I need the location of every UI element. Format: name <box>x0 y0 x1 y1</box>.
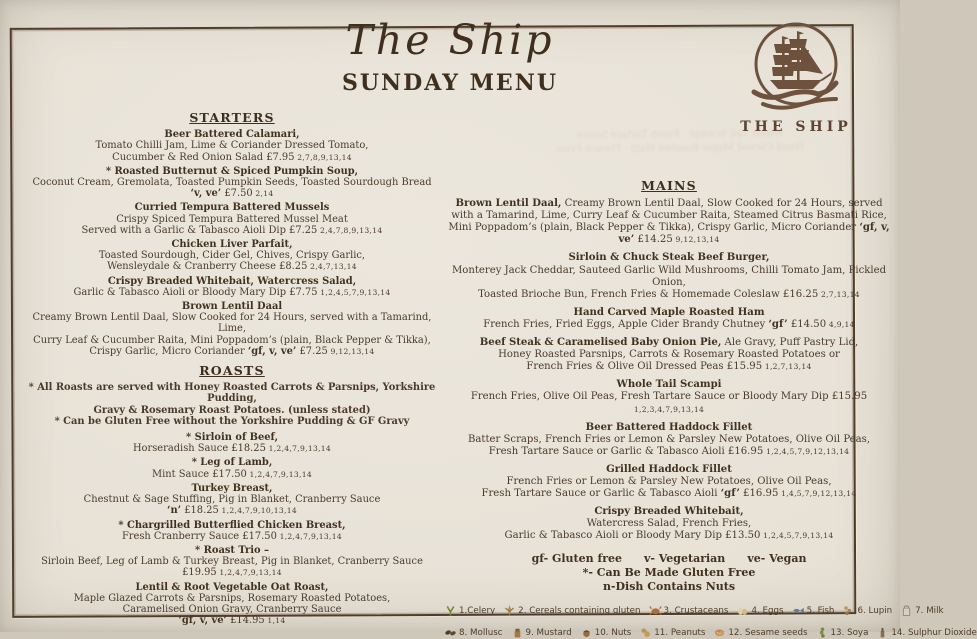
allergen-entry <box>503 604 640 617</box>
allergen-numbers: 2,7,8,9,13,14 <box>294 152 352 162</box>
menu-item-title: Sirloin & Chuck Steak Beef Burger, <box>568 252 770 264</box>
menu-item <box>28 276 436 298</box>
menu-item-title-line <box>28 276 436 287</box>
menu-item <box>444 379 894 415</box>
logo-text: THE SHIP <box>740 119 852 135</box>
allergen-numbers: 1,2,4,7,9,10,13,14 <box>218 506 297 516</box>
eggs-icon <box>736 604 749 617</box>
menu-item-line: Sirloin Beef, Leg of Lamb & Turkey Breast, Pig in Blanket, Cranberry Sauce <box>41 556 423 568</box>
menu-item-title: Turkey Breast, <box>191 482 273 494</box>
menu-item-line: French Fries, Olive Oil Peas, Fresh Tartare Sauce or Bloody Mary Dip £15.95 1,2,3,4,7,9,13,14 <box>470 391 868 414</box>
page-bleed-through: Whole Tail Scampi · Fresh Tartare Sauce Hand Carved Maple Roasted Ham · French Fries <box>555 127 805 156</box>
menu-item <box>444 198 894 246</box>
allergen-numbers: 1,2,4,5,7,9,13,14 <box>760 531 834 541</box>
menu-item-line: Fresh Cranberry Sauce £17.50 1,2,4,7,9,13,14 <box>121 530 343 542</box>
sesame-icon <box>713 626 726 639</box>
menu-item-title-line <box>28 520 436 531</box>
allergen-entry <box>792 604 835 617</box>
roasts-notes <box>28 382 436 427</box>
menu-item-title-line <box>28 239 436 250</box>
allergen-numbers: 1,2,4,7,9,13,14 <box>265 444 332 454</box>
menu-item-line: Toasted Brioche Bun, French Fries & Homemade Coleslaw £16.25 2,7,13,14 <box>478 288 860 300</box>
soya-icon <box>816 626 829 639</box>
allergen-numbers: 2,4,7,13,14 <box>307 262 357 272</box>
menu-item-line: Mint Sauce £17.50 1,2,4,7,9,13,14 <box>151 468 312 480</box>
menu-item-title: Crispy Breaded Whitebait, <box>594 506 744 518</box>
milk-icon <box>900 604 913 617</box>
menu-item-description: Creamy Brown Lentil Daal, Slow Cooked for 24 Hours, served with a Tamarind, Lime, Curry Leaf & Cucumber Raita, Steamed Citrus Basmati Rice, Mini Poppadom’s (plain, Black Pepper & Tikka), Crispy Garlic, Micro Coriander ‘gf, v, ve’ £14.25 <box>448 198 890 246</box>
menu-item-title: Beer Battered Calamari, <box>164 129 300 141</box>
menu-item <box>444 307 894 331</box>
menu-item <box>28 520 436 542</box>
allergen-entry <box>580 626 632 639</box>
menu-item-line: ‘gf, v, ve’ £14.95 1,14 <box>178 615 286 627</box>
roasts-note-line: * All Roasts are served with Honey Roasted Carrots & Parsnips, Yorkshire Pudding, <box>28 382 436 405</box>
menu-item <box>28 483 436 517</box>
roasts-heading: ROASTS <box>199 363 265 379</box>
allergen-label: 9. Mustard <box>525 627 572 638</box>
menu-item-title-line <box>28 457 436 468</box>
allergen-entry <box>842 604 892 617</box>
wheat-icon <box>503 604 516 617</box>
column-left <box>28 112 436 634</box>
menu-item-title-line <box>28 545 436 556</box>
menu-item-line: Fresh Tartare Sauce or Garlic & Tabasco Aioli £16.95 1,2,4,5,7,9,12,13,14 <box>488 445 850 457</box>
menu-item-title: * Roast Trio – <box>195 544 269 556</box>
menu-item-title-line <box>28 483 436 494</box>
menu-item <box>444 422 894 458</box>
menu-item <box>28 129 436 163</box>
nuts-icon <box>580 626 593 639</box>
allergen-numbers: 2,14 <box>252 189 274 199</box>
menu-item <box>444 464 894 500</box>
allergen-entry <box>736 604 783 617</box>
menu-item-title: Grilled Haddock Fillet <box>606 463 732 475</box>
restaurant-title: The Ship <box>345 16 555 64</box>
menu-item <box>28 545 436 579</box>
allergen-label: 14. Sulphur Dioxide <box>891 627 977 638</box>
roasts-note-line: * Can be Gluten Free without the Yorkshire Pudding & GF Gravy <box>54 415 410 427</box>
menu-item-line: £19.95 1,2,4,7,9,13,14 <box>182 567 282 579</box>
allergen-entry <box>511 626 572 639</box>
menu-item-line: Garlic & Tabasco Aioli or Bloody Mary Dip £13.50 1,2,4,5,7,9,13,14 <box>504 530 834 542</box>
menu-subtitle: SUNDAY MENU <box>341 70 558 96</box>
menu-item-line: Honey Roasted Parsnips, Carrots & Rosemary Roasted Potatoes or <box>498 349 840 361</box>
menu-item <box>444 252 894 300</box>
allergen-numbers: 1,2,4,7,9,13,14 <box>246 469 312 479</box>
menu-item-line: ‘n’ £18.25 1,2,4,7,9,10,13,14 <box>167 505 297 517</box>
menu-item-title-line <box>444 198 894 246</box>
menu-item-line: Tomato Chilli Jam, Lime & Coriander Dressed Tomato, <box>95 140 369 152</box>
allergen-label: 6. Lupin <box>857 605 893 616</box>
menu-item-title-line <box>444 337 894 349</box>
allergen-numbers: 1,4,5,7,9,12,13,14 <box>778 489 857 499</box>
menu-item-line: Caramelised Onion Gravy, Cranberry Sauce <box>122 603 342 615</box>
menu-item-line: Watercress Salad, French Fries, <box>586 518 752 530</box>
menu-item-title: Hand Carved Maple Roasted Ham <box>573 306 765 318</box>
menu-item-title: Beef Steak & Caramelised Baby Onion Pie, <box>479 337 722 349</box>
allergen-numbers: 1,2,3,4,7,9,13,14 <box>633 404 705 414</box>
menu-item-line: Creamy Brown Lentil Daal, Slow Cooked for 24 Hours, served with a Tamarind, Lime, <box>32 312 432 335</box>
allergen-row-1 <box>444 604 944 617</box>
menu-item <box>28 202 436 236</box>
menu-item-title-line <box>28 129 436 140</box>
diet-legend-segment: gf- Gluten free <box>531 552 622 566</box>
mains-heading: MAINS <box>641 178 697 193</box>
menu-item <box>444 506 894 542</box>
allergen-entry <box>639 626 705 639</box>
allergen-numbers: 1,2,4,7,9,13,14 <box>216 568 282 578</box>
allergen-label: 8. Mollusc <box>459 627 503 638</box>
menu-item <box>28 239 436 273</box>
allergen-label: 1.Celery <box>459 605 496 616</box>
mollusc-icon <box>444 626 457 639</box>
menu-item-line: French Fries, Fried Eggs, Apple Cider Brandy Chutney ‘gf’ £14.50 4,9,14 <box>483 318 855 330</box>
allergen-numbers: 4,9,14 <box>826 319 855 329</box>
allergen-entry <box>649 604 729 617</box>
lupin-icon <box>842 604 855 617</box>
allergen-numbers: 2,4,7,8,9,13,14 <box>317 225 383 235</box>
menu-item-title: * Sirloin of Beef, <box>185 432 279 444</box>
menu-item-line: Fresh Tartare Sauce or Garlic & Tabasco Aioli ‘gf’ £16.95 1,4,5,7,9,12,13,14 <box>481 488 857 500</box>
allergen-entry <box>713 626 807 639</box>
menu-item-title-line <box>444 379 894 391</box>
allergen-entry <box>900 604 943 617</box>
ship-logo-icon <box>730 10 862 142</box>
menu-item-title-line <box>28 166 436 177</box>
menu-item-line: Wensleydale & Cranberry Cheese £8.25 2,4,7,13,14 <box>107 261 357 273</box>
fish-icon <box>792 604 805 617</box>
menu-item-title-line <box>28 301 436 312</box>
allergen-numbers: 9,12,13,14 <box>672 235 720 245</box>
column-right <box>444 178 977 639</box>
menu-item-line: Horseradish Sauce £18.25 1,2,4,7,9,13,14 <box>132 443 332 455</box>
diet-legend-line2: n-Dish Contains Nuts <box>602 580 736 594</box>
allergen-numbers: 1,2,4,5,7,9,13,14 <box>317 287 391 297</box>
menu-item-line: Garlic & Tabasco Aioli or Bloody Mary Dip £7.75 1,2,4,5,7,9,13,14 <box>73 286 391 298</box>
allergen-label: 5. Fish <box>806 605 835 616</box>
menu-item-title-line <box>444 252 894 264</box>
allergen-label: 13. Soya <box>830 627 869 638</box>
allergen-entry <box>816 626 869 639</box>
menu-item-title: Crispy Breaded Whitebait, Watercress Salad, <box>107 275 357 287</box>
allergen-label: 11. Peanuts <box>654 627 706 638</box>
menu-item-line: Maple Glazed Carrots & Parsnips, Rosemary Roasted Potatoes, <box>73 592 391 604</box>
menu-item-title: Whole Tail Scampi <box>616 379 722 391</box>
allergen-numbers: 9,12,13,14 <box>327 346 375 356</box>
menu-item-line: Monterey Jack Cheddar, Sauteed Garlic Wild Mushrooms, Chilli Tomato Jam, Pickled Onion, <box>451 264 887 288</box>
allergen-label: 10. Nuts <box>594 627 632 638</box>
diet-legend-segment: v- Vegetarian <box>644 552 726 566</box>
menu-item-line: Coconut Cream, Gremolata, Toasted Pumpkin Seeds, Toasted Sourdough Bread <box>32 177 432 189</box>
allergen-entry <box>876 626 976 639</box>
menu-item-title: Brown Lentil Daal <box>181 301 283 313</box>
section-starters <box>28 112 436 357</box>
menu-item-title: * Roasted Butternut & Spiced Pumpkin Soup, <box>105 165 359 177</box>
mustard-icon <box>511 626 524 639</box>
menu-item-line: Served with a Garlic & Tabasco Aioli Dip £7.25 2,4,7,8,9,13,14 <box>81 224 383 236</box>
menu-item-title: Curried Tempura Battered Mussels <box>134 202 330 214</box>
ship-logo <box>730 10 862 142</box>
starters-heading: STARTERS <box>189 110 275 125</box>
allergen-entry <box>444 626 503 639</box>
menu-item-title-line <box>444 464 894 476</box>
allergen-row-2 <box>444 626 977 639</box>
celery-icon <box>444 604 457 617</box>
menu-item-title: Lentil & Root Vegetable Oat Roast, <box>135 581 329 593</box>
menu-item-line: Crispy Garlic, Micro Coriander ‘gf, v, ve’ £7.25 9,12,13,14 <box>89 345 375 357</box>
roasts-items <box>28 432 436 626</box>
menu-item-line: Curry Leaf & Cucumber Raita, Mini Poppadom’s (plain, Black Pepper & Tikka), <box>33 334 431 346</box>
allergen-numbers: 2,7,13,14 <box>818 289 860 299</box>
menu-item-line: Cucumber & Red Onion Salad £7.95 2,7,8,9,13,14 <box>112 151 352 163</box>
allergen-label: 2. Cereals containing gluten <box>518 605 641 616</box>
diet-legend-segment: *- Can Be Made Gluten Free <box>582 566 756 580</box>
menu-item-description: Ale Gravy, Puff Pastry Lid, <box>721 337 859 349</box>
allergen-label: 4. Eggs <box>751 605 784 616</box>
menu-item-line: French Fries & Olive Oil Dressed Peas £15.95 1,2,7,13,14 <box>526 361 812 373</box>
menu-item <box>28 166 436 200</box>
section-roasts <box>28 365 436 626</box>
allergen-numbers: 1,14 <box>264 616 286 626</box>
menu-item-line: Crispy Spiced Tempura Battered Mussel Meat <box>116 213 348 225</box>
menu-item <box>28 432 436 454</box>
allergen-label: 12. Sesame seeds <box>728 627 808 638</box>
menu-item-title: Beer Battered Haddock Fillet <box>585 421 753 433</box>
allergen-entry <box>444 604 495 617</box>
allergen-numbers: 1,2,4,7,9,13,14 <box>276 531 343 541</box>
menu-item-line: Chestnut & Sage Stuffing, Pig in Blanket, Cranberry Sauce <box>83 494 381 506</box>
menu-item-title-line <box>28 582 436 593</box>
menu-item-title-line <box>444 506 894 518</box>
menu-item-title-line <box>28 202 436 213</box>
menu-item <box>28 301 436 357</box>
sulphur-dioxide-icon <box>876 626 889 639</box>
menu-item-line: ‘v, ve’ £7.50 2,14 <box>190 188 274 200</box>
menu-item-title: * Chargrilled Butterflied Chicken Breast, <box>118 519 346 531</box>
allergen-key <box>444 604 977 639</box>
starters-items <box>28 129 436 357</box>
menu-item <box>28 582 436 627</box>
crab-icon <box>649 604 662 617</box>
menu-item-title: Brown Lentil Daal, <box>455 198 562 210</box>
diet-legend-segment: ve- Vegan <box>747 552 807 566</box>
allergen-label: 3. Crustaceans <box>663 605 729 616</box>
allergen-numbers: 1,2,7,13,14 <box>762 362 812 372</box>
menu-item-title-line <box>28 432 436 443</box>
menu-item-title-line <box>444 422 894 434</box>
menu-item <box>28 457 436 479</box>
menu-item-line: Batter Scraps, French Fries or Lemon & Parsley New Potatoes, Olive Oil Peas, <box>467 433 871 445</box>
diet-legend <box>444 552 894 594</box>
diet-legend-line1 <box>444 552 894 580</box>
menu-item-title: Chicken Liver Parfait, <box>171 239 293 251</box>
roasts-note-line: Gravy & Rosemary Roast Potatoes. (unless stated) <box>93 404 371 416</box>
menu-item-title-line <box>444 307 894 319</box>
menu-item-line: Toasted Sourdough, Cider Gel, Chives, Crispy Garlic, <box>98 250 366 262</box>
menu-item <box>444 337 894 373</box>
menu-item-title: * Leg of Lamb, <box>191 457 273 469</box>
allergen-numbers: 1,2,4,5,7,9,12,13,14 <box>763 446 850 456</box>
section-mains <box>444 180 894 542</box>
allergen-label: 7. Milk <box>915 605 944 616</box>
menu-item-line: French Fries or Lemon & Parsley New Potatoes, Olive Oil Peas, <box>506 475 832 487</box>
peanut-icon <box>639 626 652 639</box>
mains-items <box>444 198 894 542</box>
